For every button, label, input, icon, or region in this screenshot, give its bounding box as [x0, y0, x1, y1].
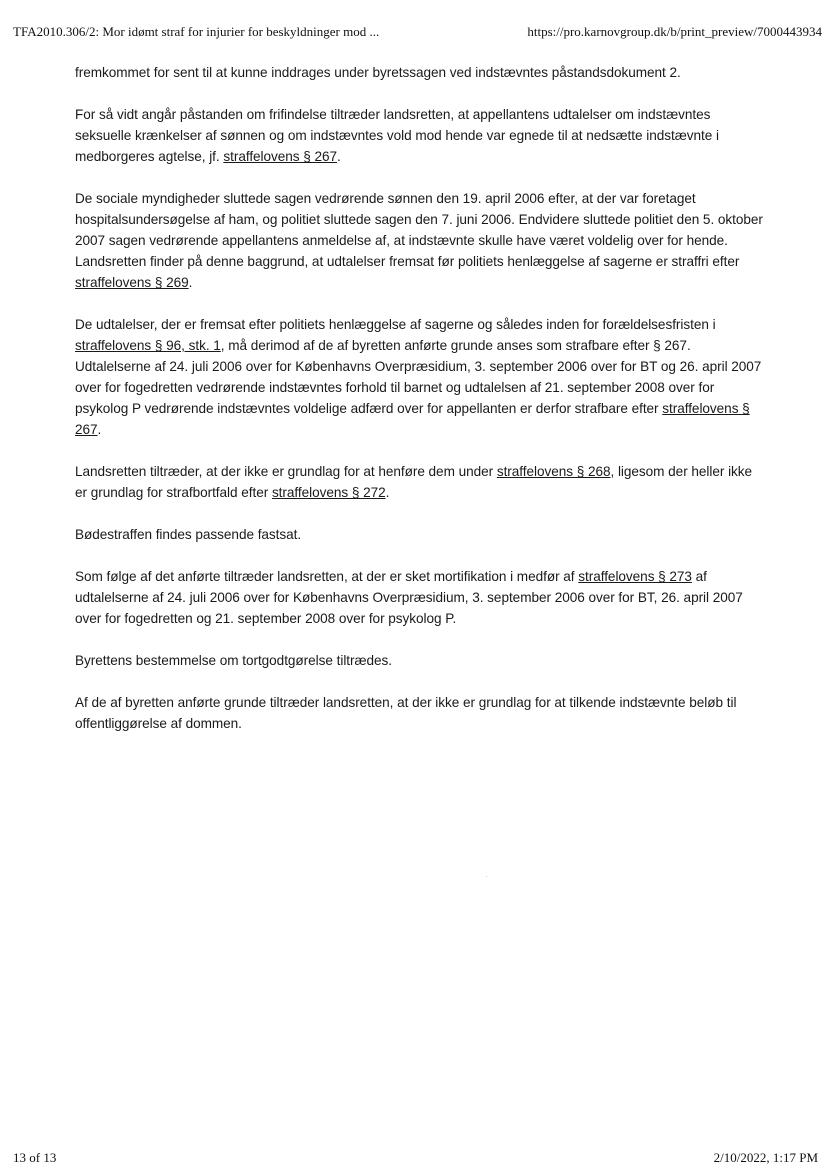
paragraph-text: .	[188, 275, 193, 290]
print-footer	[0, 1150, 828, 1170]
scan-speck	[486, 876, 487, 877]
document-title: TFA2010.306/2: Mor idømt straf for injurier for beskyldninger mod ...	[13, 24, 380, 39]
paragraph	[75, 62, 765, 83]
paragraph-text: De sociale myndigheder sluttede sagen vedrørende sønnen den 19. april 2006 efter, at der var foretaget hospitalsundersøgelse af ham, og politiet sluttede sagen den 7. juni 2006. Endvidere sluttede politiet den 5. oktober 2007 sagen vedrørende appellantens anmeldelse af, at indstævnte skulle have været voldelig over for hende. Landsretten finder på denne baggrund, at udtalelser fremsat før politiets henlæggelse af sagerne er straffri efter	[75, 191, 763, 269]
statute-link[interactable]: straffelovens § 268	[496, 464, 611, 479]
paragraph	[75, 188, 765, 293]
statute-link[interactable]: straffelovens § 269	[75, 275, 189, 290]
paragraph	[75, 692, 765, 734]
paragraph-text: For så vidt angår påstanden om frifindelse tiltræder landsretten, at appellantens udtalelser om indstævntes seksuelle krænkelser af sønnen og om indstævntes vold mod hende var egnede til at nedsætte indstævnte i medborgeres agtelse, jf.	[75, 107, 719, 164]
paragraph-text: Bødestraffen findes passende fastsat.	[75, 527, 302, 542]
page-number: 13 of 13	[13, 1150, 57, 1165]
paragraph-text: fremkommet for sent til at kunne inddrages under byretssagen ved indstævntes påstandsdokument 2.	[75, 65, 681, 80]
statute-link[interactable]: straffelovens § 267	[75, 401, 750, 437]
print-date: 2/10/2022, 1:17 PM	[713, 1150, 818, 1165]
paragraph-text: , må derimod af de af byretten anførte grunde anses som strafbare efter § 267. Udtalelserne af 24. juli 2006 over for Københavns Overpræsidium, 3. september 2006 over for BT og 26. april 2007 over for fogedretten vedrørende indstævntes forhold til barnet og udtalelsen af 21. september 2008 over for psykolog P vedrørende indstævntes voldelige adfærd over for appellanten er derfor strafbare efter	[75, 338, 762, 416]
paragraph	[75, 314, 765, 440]
statute-link[interactable]: straffelovens § 272	[271, 485, 386, 500]
paragraph-text: Landsretten tiltræder, at der ikke er grundlag for at henføre dem under	[75, 464, 497, 479]
paragraph	[75, 524, 765, 545]
paragraph-text: Som følge af det anførte tiltræder landsretten, at der er sket mortifikation i medfør af	[75, 569, 579, 584]
paragraph-text: Byrettens bestemmelse om tortgodtgørelse tiltrædes.	[75, 653, 393, 668]
paragraph-text: Af de af byretten anførte grunde tiltræder landsretten, at der ikke er grundlag for at tilkende indstævnte beløb til offentliggørelse af dommen.	[75, 695, 737, 731]
paragraph	[75, 566, 765, 629]
paragraph	[75, 104, 765, 167]
statute-link[interactable]: straffelovens § 96, stk. 1	[75, 338, 221, 353]
page-url: https://pro.karnovgroup.dk/b/print_preview/7000443934	[527, 24, 822, 39]
statute-link[interactable]: straffelovens § 267	[223, 149, 338, 164]
document-body	[75, 62, 765, 755]
paragraph-text: , ligesom der heller ikke er grundlag for strafbortfald efter	[75, 464, 753, 500]
statute-link[interactable]: straffelovens § 273	[578, 569, 692, 584]
print-header	[0, 24, 828, 44]
paragraph-text: .	[385, 485, 390, 500]
paragraph	[75, 461, 765, 503]
paragraph-text: af udtalelserne af 24. juli 2006 over for Københavns Overpræsidium, 3. september 2006 over for BT, 26. april 2007 over for fogedretten og 21. september 2008 over for psykolog P.	[75, 569, 743, 626]
paragraph-text: .	[337, 149, 341, 164]
paragraph-text: De udtalelser, der er fremsat efter politiets henlæggelse af sagerne og således inden for forældelsesfristen i	[75, 317, 716, 332]
paragraph-text: .	[97, 422, 102, 437]
paragraph	[75, 650, 765, 671]
